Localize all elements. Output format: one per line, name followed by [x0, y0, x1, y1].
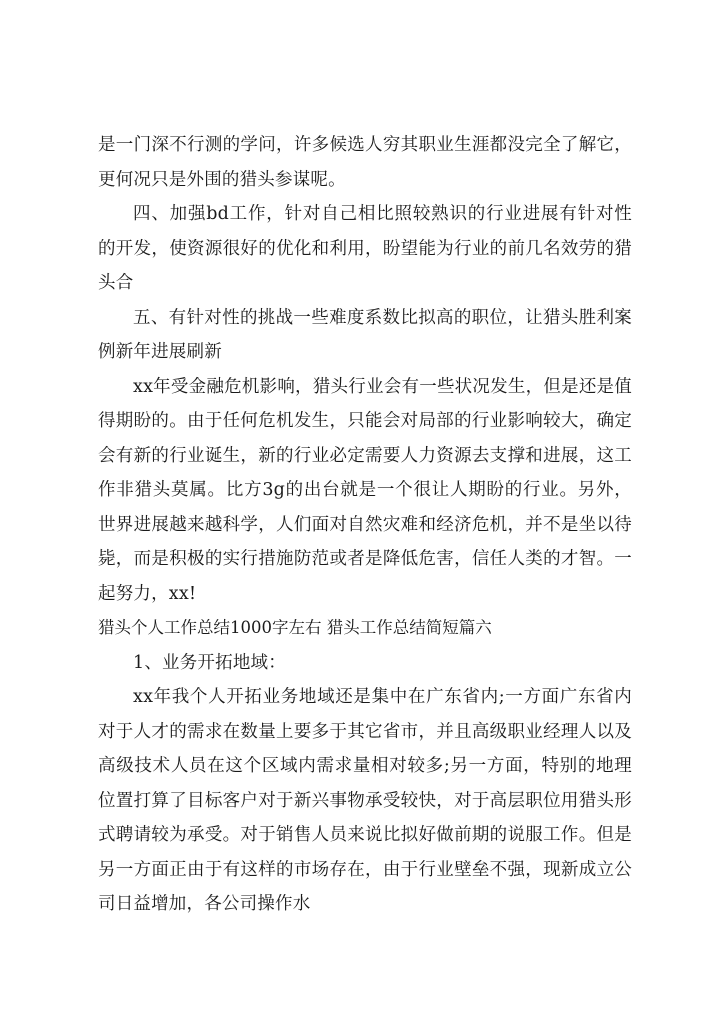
paragraph-6: xx年我个人开拓业务地域还是集中在广东省内;一方面广东省内对于人才的需求在数量上要多于其它省市，并且高级职业经理人以及高级技术人员在这个区域内需求量相对较多;另一方面，特别的地理位置打算了目标客户对于新兴事物承受较快，对于高层职位用猎头形式聘请较为承受。对于销售人员来说比拟好做前期的说服工作。但是另一方面正由于有这样的市场存在，由于行业壁垒不强，现新成立公司日益增加，各公司操作水 [98, 687, 632, 914]
paragraph-5: 1、业务开拓地域： [133, 652, 286, 673]
section-heading: 猎头个人工作总结1000字左右 猎头工作总结简短篇六 [98, 618, 492, 637]
paragraph-3: 五、有针对性的挑战一些难度系数比拟高的职位，让猎头胜利案例新年进展刷新 [98, 307, 632, 362]
paragraph-2: 四、加强bd工作，针对自己相比照较熟识的行业进展有针对性的开发，使资源很好的优化和利用，盼望能为行业的前几名效劳的猎头合 [98, 204, 632, 293]
paragraph-1: 是一门深不行测的学问，许多候选人穷其职业生涯都没完全了解它，更何况只是外围的猎头参谋呢。 [98, 135, 632, 190]
paragraph-4: xx年受金融危机影响，猎头行业会有一些状况发生，但是还是值得期盼的。由于任何危机发生，只能会对局部的行业影响较大，确定会有新的行业诞生，新的行业必定需要人力资源去支撑和进展，这工作非猎头莫属。比方3g的出台就是一个很让人期盼的行业。另外，世界进展越来越科学，人们面对自然灾难和经济危机，并不是坐以待毙，而是积极的实行措施防范或者是降低危害，信任人类的才智。一起努力，xx! [98, 376, 632, 604]
